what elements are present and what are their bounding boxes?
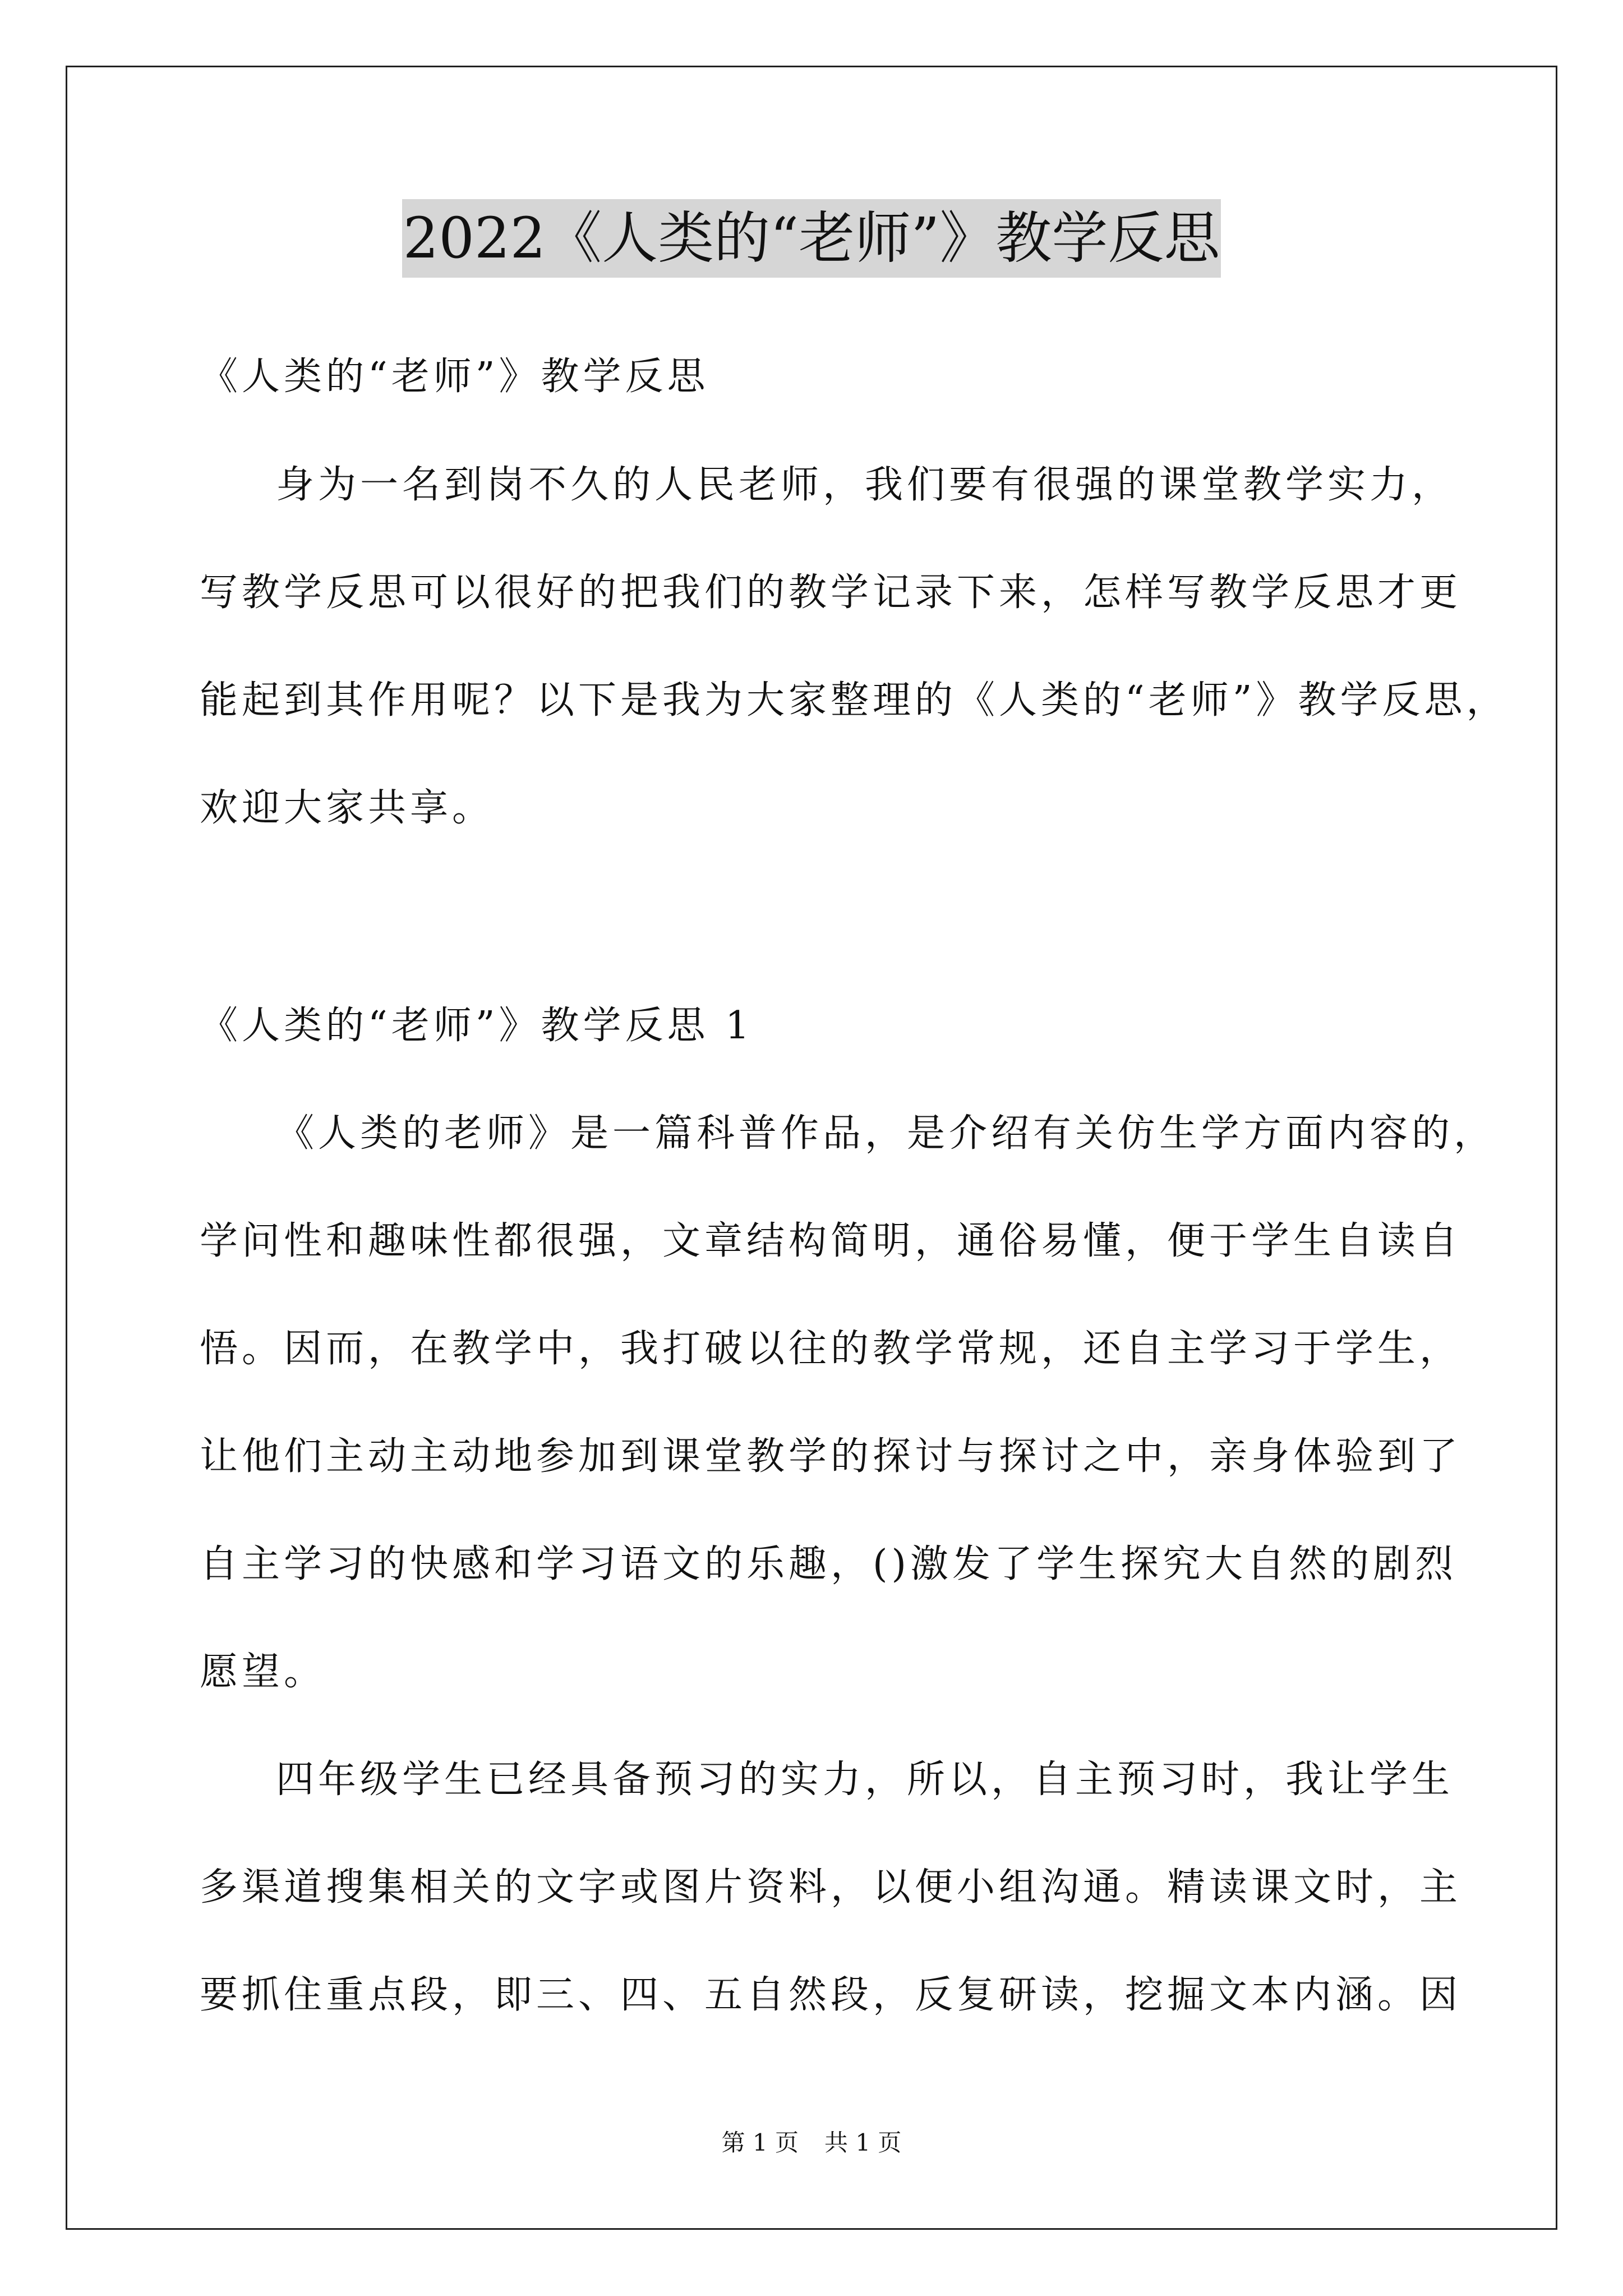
page-footer <box>0 2126 1623 2160</box>
text-line: 让他们主动主动地参加到课堂教学的探讨与探讨之中，亲身体验到了 <box>200 1434 1462 1479</box>
text-line: 多渠道搜集相关的文字或图片资料，以便小组沟通。精读课文时，主 <box>200 1865 1462 1910</box>
title-container <box>0 199 1623 278</box>
text-line: 《人类的“老师”》教学反思 <box>200 355 709 399</box>
text-line: 身为一名到岗不久的人民老师，我们要有很强的课堂教学实力， <box>276 463 1454 507</box>
text-line: 自主学习的快感和学习语文的乐趣，()激发了学生探究大自然的剧烈 <box>200 1542 1458 1586</box>
text-line: 写教学反思可以很好的把我们的教学记录下来，怎样写教学反思才更 <box>200 570 1462 615</box>
text-line: 《人类的老师》是一篇科普作品，是介绍有关仿生学方面内容的， <box>276 1111 1496 1156</box>
document-title: 2022《人类的“老师”》教学反思 <box>402 199 1221 278</box>
text-line: 悟。因而，在教学中，我打破以往的教学常规，还自主学习于学生， <box>200 1327 1462 1371</box>
text-line: 能起到其作用呢？以下是我为大家整理的《人类的“老师”》教学反思， <box>200 678 1509 723</box>
text-line: 要抓住重点段，即三、四、五自然段，反复研读，挖掘文本内涵。因 <box>200 1973 1462 2017</box>
text-line: 愿望。 <box>200 1650 326 1694</box>
text-line: 学问性和趣味性都很强，文章结构简明，通俗易懂，便于学生自读自 <box>200 1219 1462 1263</box>
page-number: 第 1 页 <box>721 2129 799 2156</box>
text-line: 四年级学生已经具备预习的实力，所以，自主预习时，我让学生 <box>276 1757 1454 1802</box>
section-heading: 《人类的“老师”》教学反思 1 <box>200 1004 754 1048</box>
text-line: 欢迎大家共享。 <box>200 786 495 830</box>
page-total: 共 1 页 <box>824 2129 902 2156</box>
